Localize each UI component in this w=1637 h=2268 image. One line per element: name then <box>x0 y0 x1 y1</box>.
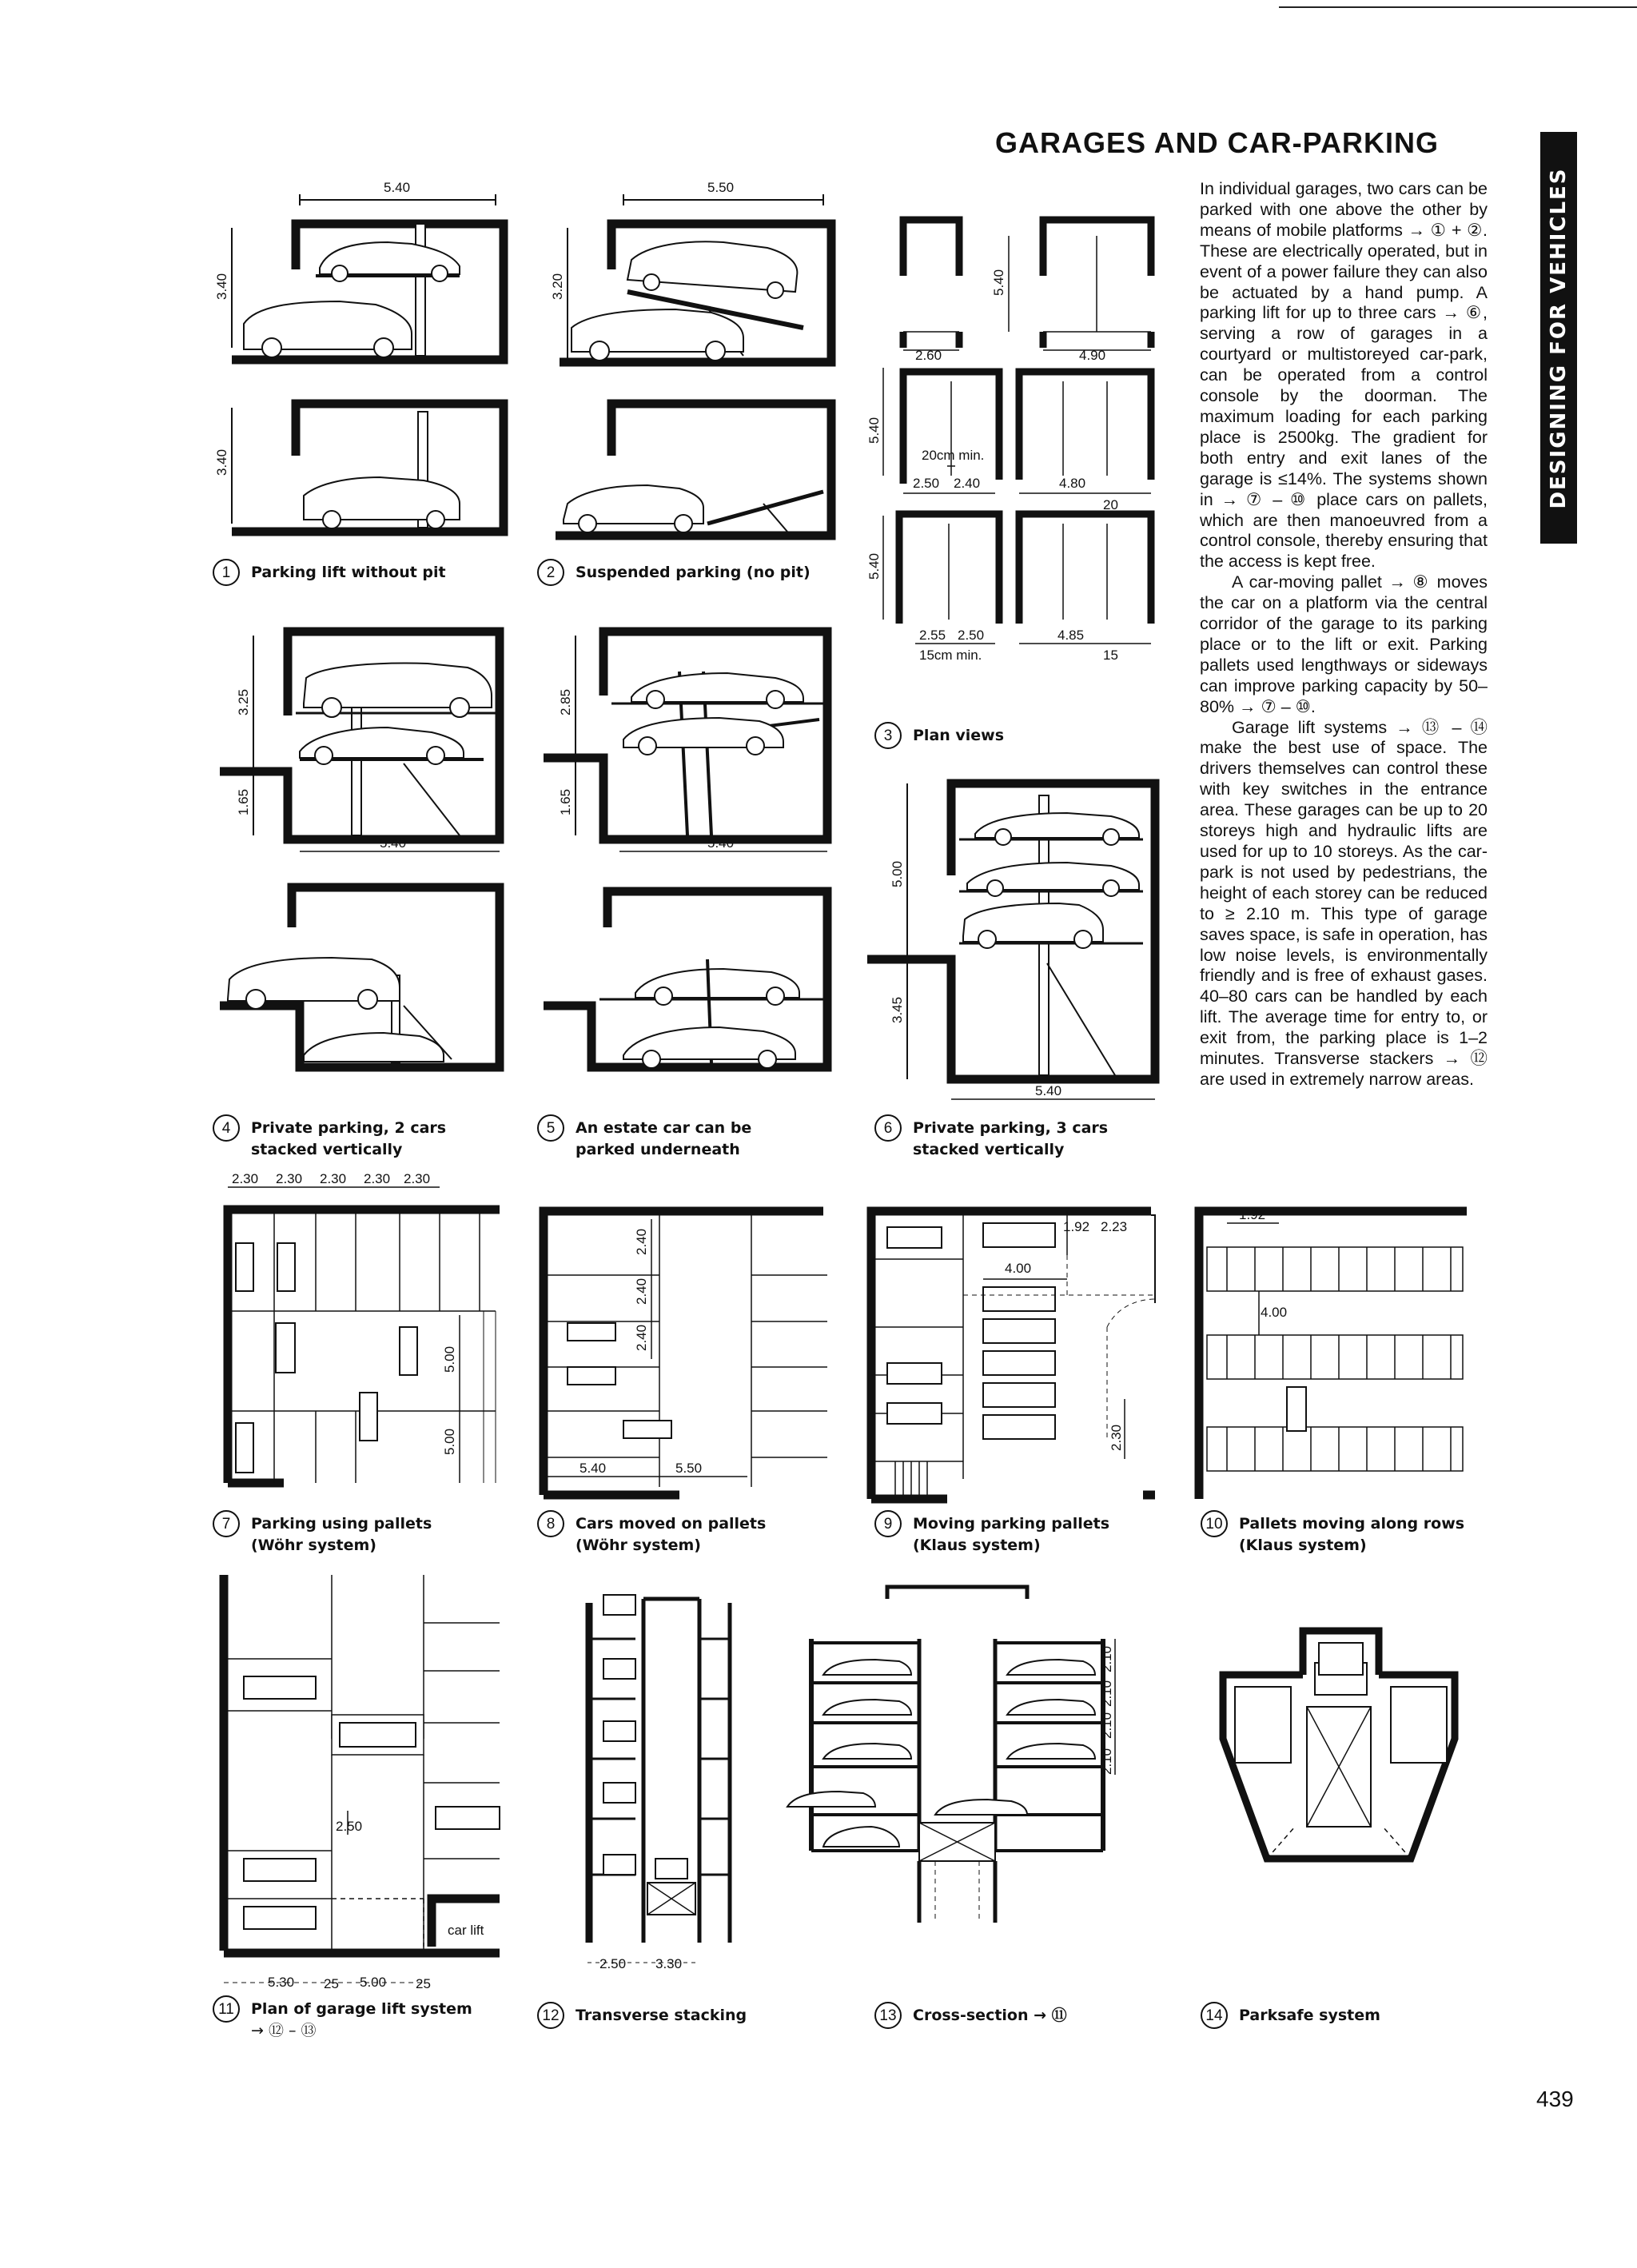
dim-label: 2.30 <box>1109 1424 1124 1451</box>
dim-label: 2.10 <box>1099 1645 1114 1672</box>
figure-11-caption <box>213 1999 472 2042</box>
caption-line: Plan of garage lift system <box>251 2000 472 2018</box>
figure-6-drawing <box>867 779 1171 1115</box>
dim-label: 2.30 <box>276 1171 303 1186</box>
page-title: GARAGES AND CAR-PARKING <box>995 126 1440 159</box>
caption-line: (Klaus system) <box>913 1537 1041 1554</box>
figure-number: 3 <box>874 722 902 749</box>
figure-9-drawing <box>867 1207 1163 1503</box>
dim-label: 5.40 <box>707 835 735 851</box>
caption-line: Cross-section → ⑪ <box>913 2007 1067 2024</box>
section-tab-label: DESIGNING FOR VEHICLES <box>1547 166 1571 509</box>
figure-12-caption <box>537 2005 747 2029</box>
figure-7-drawing <box>220 1163 516 1499</box>
body-text <box>1200 179 1488 1090</box>
figure-8-drawing <box>540 1203 839 1499</box>
figure-5-drawing <box>544 624 839 1079</box>
dim-label: 5.50 <box>675 1461 703 1476</box>
dim-label: 5.40 <box>1035 1083 1062 1098</box>
dim-label: 4.90 <box>1079 348 1106 363</box>
caption-line: parked underneath <box>576 1141 740 1158</box>
dim-label: 3.45 <box>890 996 905 1023</box>
body-paragraph: In individual garages, two cars can be parked with one above the other by means of mobile platforms → ① + ②. These are electrically operated, but in event of a power failure they can also be actuated by a hand pump. A parking lift for up to three cars → ⑥, serving a row of garages in a courtyard or multistoreyed car-park, can be operated from a control console by the doorman. The maximum loading for each parking place is 2500kg. The gradient for both entry and exit lanes of the garage is ≤14%. The systems shown in → ⑦ – ⑩ place cars on pallets, which are then manoeuvred from a control console, thereby ensuring that the access is kept free. <box>1200 179 1488 572</box>
caption-line: Moving parking pallets <box>913 1515 1110 1533</box>
caption-line: (Wöhr system) <box>251 1537 376 1554</box>
dim-label: 2.10 <box>1099 1748 1114 1775</box>
figure-14-caption <box>1201 2005 1380 2029</box>
dim-label: 2.40 <box>634 1277 649 1305</box>
figure-number: 10 <box>1201 1510 1228 1537</box>
dim-label: 1.65 <box>558 788 573 815</box>
dim-label: 5.00 <box>360 1975 387 1990</box>
dim-label: 25 <box>324 1976 339 1991</box>
dim-label: 2.50 <box>599 1956 627 1971</box>
dim-label: 2.40 <box>634 1324 649 1351</box>
dim-label: 5.40 <box>580 1461 607 1476</box>
caption-line: Transverse stacking <box>576 2007 747 2024</box>
caption-line: stacked vertically <box>251 1141 403 1158</box>
plan-view-1 <box>903 220 1151 363</box>
figure-5-caption <box>537 1118 751 1161</box>
body-paragraph: Garage lift systems → ⑬ – ⑭ make the best use of space. The drivers themselves can control these with key switches in the entrance area. These garages can be up to 20 storeys high and hydraulic lifts are used for up to 10 storeys. As the car-park is not used by pedestrians, the height of each storey can be reduced to ≥ 2.10 m. This type of garage saves space, is safe in operation, has low noise levels, is environmentally friendly and is free of exhaust gases. 40–80 cars can be handled by each lift. The average time for entry to, or exit from, the parking place is 1–2 minutes. Transverse stackers → ⑫ are used in extremely narrow areas. <box>1200 717 1488 1089</box>
dim-label: 2.40 <box>954 476 981 491</box>
figure-number: 9 <box>874 1510 902 1537</box>
dim-label: 15cm min. <box>919 648 982 663</box>
dim-label: 2.30 <box>320 1171 347 1186</box>
dim-label: 5.40 <box>866 417 882 444</box>
dim-label: 2.10 <box>1099 1680 1114 1707</box>
dim-label: 2.40 <box>634 1228 649 1255</box>
dim-label: 2.50 <box>336 1819 363 1834</box>
figure-8-caption <box>537 1513 766 1557</box>
caption-line: Cars moved on pallets <box>576 1515 767 1533</box>
figure-number: 12 <box>537 2002 564 2029</box>
dim-label: 15 <box>1103 648 1118 663</box>
dim-label: 4.00 <box>1005 1261 1032 1276</box>
dim-label: 2.30 <box>364 1171 391 1186</box>
body-paragraph: A car-moving pallet → ⑧ moves the car on a platform via the central corridor of the garage to its parking place or to the lift or exit. Parking pallets used lengthways or sideways can improve parking capacity by 50–80% → ⑦ – ⑩. <box>1200 572 1488 716</box>
figure-10-drawing <box>1195 1207 1471 1503</box>
caption-line: Private parking, 3 cars <box>913 1119 1109 1137</box>
caption-line: Pallets moving along rows <box>1239 1515 1465 1533</box>
figure-13-drawing <box>787 1583 1139 1967</box>
dim-label: 2.50 <box>958 628 985 643</box>
figure-number: 6 <box>874 1114 902 1142</box>
figure-3-caption <box>874 725 1004 749</box>
plan-view-2 <box>866 368 1151 512</box>
figure-1-caption <box>213 562 446 586</box>
dim-label: 5.40 <box>991 269 1006 296</box>
dim-label: 2.10 <box>1099 1712 1114 1739</box>
figure-2-caption <box>537 562 811 586</box>
dim-label: 20cm min. <box>922 448 985 463</box>
figure-3-drawing <box>867 212 1171 708</box>
figure-10-caption <box>1201 1513 1464 1557</box>
figure-13-caption <box>874 2005 1067 2029</box>
figure-9-caption <box>874 1513 1109 1557</box>
caption-line: An estate car can be <box>576 1119 752 1137</box>
caption-line: Parksafe system <box>1239 2007 1380 2024</box>
car-lift-label: car lift <box>448 1923 484 1938</box>
dim-label: 5.00 <box>442 1345 457 1373</box>
dim-label: 2.23 <box>1101 1219 1128 1234</box>
figure-number: 8 <box>537 1510 564 1537</box>
dim-label: 2.55 <box>919 628 946 643</box>
caption-line: Plan views <box>913 727 1005 744</box>
figure-number: 2 <box>537 559 564 586</box>
caption-line: (Wöhr system) <box>576 1537 701 1554</box>
figure-11-drawing <box>220 1571 516 1995</box>
caption-line: Suspended parking (no pit) <box>576 564 811 581</box>
caption-line: (Klaus system) <box>1239 1537 1367 1554</box>
dim-label: 5.40 <box>866 552 882 580</box>
dim-label: 2.85 <box>558 688 573 715</box>
dim-label: 1.92 <box>1063 1219 1090 1234</box>
figure-4-drawing <box>220 624 516 1079</box>
figure-number: 13 <box>874 2002 902 2029</box>
dim-label: 3.25 <box>236 688 251 715</box>
figure-number: 7 <box>213 1510 240 1537</box>
dim-label: 1.65 <box>236 788 251 815</box>
dim-label: 5.00 <box>890 860 905 887</box>
figure-2-drawing <box>548 180 843 548</box>
dim-label: 2.30 <box>232 1171 259 1186</box>
dim-label: 3.30 <box>655 1956 683 1971</box>
figure-number: 14 <box>1201 2002 1228 2029</box>
dim-label: 3.40 <box>214 273 229 300</box>
figure-7-caption <box>213 1513 432 1557</box>
dim-label: 20 <box>1103 497 1118 512</box>
caption-line: Private parking, 2 cars <box>251 1119 447 1137</box>
dim-label: 2.60 <box>915 348 942 363</box>
section-tab <box>1540 132 1577 544</box>
dim-label: 4.85 <box>1057 628 1085 643</box>
caption-line: Parking using pallets <box>251 1515 432 1533</box>
dim-label: 3.40 <box>214 448 229 476</box>
dim-label: 3.20 <box>550 273 565 300</box>
figure-1-drawing <box>214 180 516 548</box>
caption-line: → ⑫ – ⑬ <box>251 2022 317 2039</box>
figure-4-caption <box>213 1118 446 1161</box>
figure-12-drawing <box>580 1587 739 1975</box>
figure-number: 4 <box>213 1114 240 1142</box>
page-number: 439 <box>1536 2087 1574 2111</box>
dim-label: 4.80 <box>1059 476 1086 491</box>
dim-label: 4.00 <box>1261 1305 1288 1320</box>
dim-label: 5.40 <box>384 180 411 195</box>
dim-label: 1.92 <box>1239 1207 1266 1222</box>
dim-label: 2.50 <box>913 476 940 491</box>
dim-label: 25 <box>416 1976 431 1991</box>
caption-line: stacked vertically <box>913 1141 1065 1158</box>
dim-label: 5.00 <box>442 1428 457 1455</box>
figure-6-caption <box>874 1118 1108 1161</box>
top-rule <box>1279 6 1637 8</box>
figure-number: 1 <box>213 559 240 586</box>
plan-view-3 <box>866 514 1151 663</box>
dim-label: 5.50 <box>707 180 735 195</box>
dim-label: 2.30 <box>404 1171 431 1186</box>
dim-label: 5.30 <box>268 1975 295 1990</box>
figure-number: 11 <box>213 1995 240 2023</box>
caption-line: Parking lift without pit <box>251 564 446 581</box>
figure-number: 5 <box>537 1114 564 1142</box>
dim-label: 5.40 <box>380 835 407 851</box>
figure-14-drawing <box>1219 1627 1459 1891</box>
